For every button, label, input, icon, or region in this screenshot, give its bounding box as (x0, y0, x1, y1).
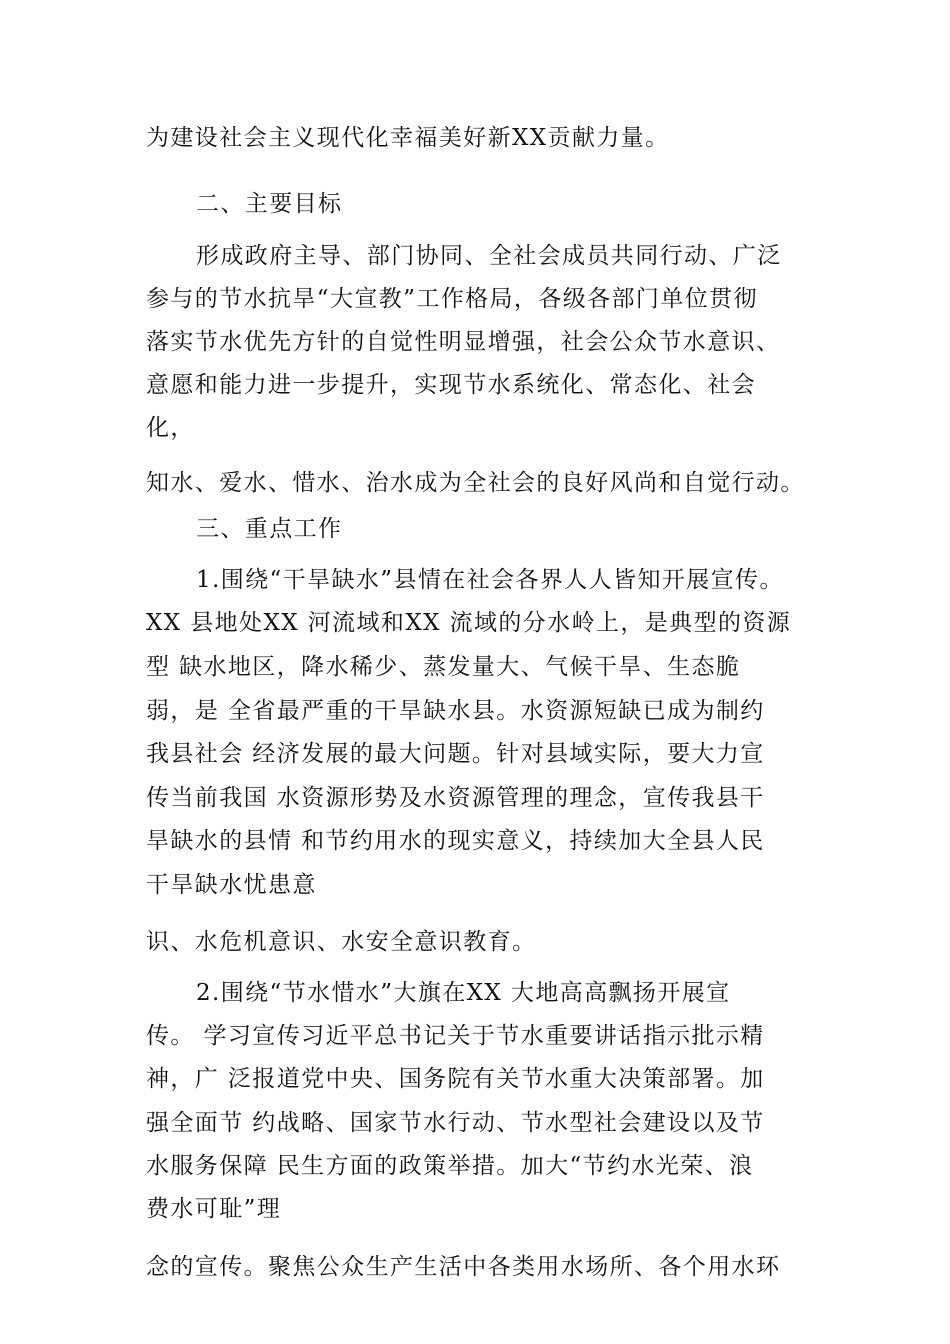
text-line: 落实节水优先方针的自觉性明显增强，社会公众节水意识、 (146, 329, 781, 355)
text-line: 干旱缺水忧患意 (146, 872, 317, 898)
text-line: 强全面节 约战略、国家节水行动、节水型社会建设以及节 (146, 1110, 765, 1136)
text-line: 我县社会 经济发展的最大问题。针对县域实际，要大力宣 (146, 741, 765, 767)
text-line: 传。 学习宣传习近平总书记关于节水重要讲话指示批示精 (146, 1023, 765, 1049)
text-line: 传当前我国 水资源形势及水资源管理的理念，宣传我县干 (146, 785, 765, 811)
text-line: 为建设社会主义现代化幸福美好新XX贡献力量。 (146, 125, 670, 151)
text-line: 识、水危机意识、水安全意识教育。 (146, 929, 537, 955)
text-line: 旱缺水的县情 和节约用水的现实意义，持续加大全县人民 (146, 828, 765, 854)
text-line: 化， (146, 415, 195, 441)
text-line: 型 缺水地区，降水稀少、蒸发量大、气候干旱、生态脆 (146, 654, 741, 680)
text-line: 1.围绕“干旱缺水”县情在社会各界人人皆知开展宣传。 (196, 567, 784, 593)
text-line: 费水可耻”理 (146, 1196, 282, 1222)
text-line: 神，广 泛报道党中央、国务院有关节水重大决策部署。加 (146, 1066, 765, 1092)
text-line: 参与的节水抗旱“大宣教”工作格局，各级各部门单位贯彻 (146, 286, 758, 312)
text-line: 念的宣传。聚焦公众生产生活中各类用水场所、各个用水环 (146, 1254, 781, 1280)
text-line: 知水、爱水、惜水、治水成为全社会的良好风尚和自觉行动。 (146, 470, 805, 496)
text-line: 意愿和能力进一步提升，实现节水系统化、常态化、社会 (146, 372, 756, 398)
text-line: 水服务保障 民生方面的政策举措。加大“节约水光荣、浪 (146, 1153, 754, 1179)
text-line: XX 县地处XX 河流域和XX 流域的分水岭上，是典型的资源 (146, 610, 792, 636)
section-heading: 三、重点工作 (196, 516, 343, 542)
text-line: 2.围绕“节水惜水”大旗在XX 大地高高飘扬开展宣 (196, 980, 731, 1006)
section-heading: 二、主要目标 (196, 191, 343, 217)
text-line: 弱，是 全省最严重的干旱缺水县。水资源短缺已成为制约 (146, 698, 765, 724)
text-line: 形成政府主导、部门协同、全社会成员共同行动、广泛 (196, 243, 782, 269)
